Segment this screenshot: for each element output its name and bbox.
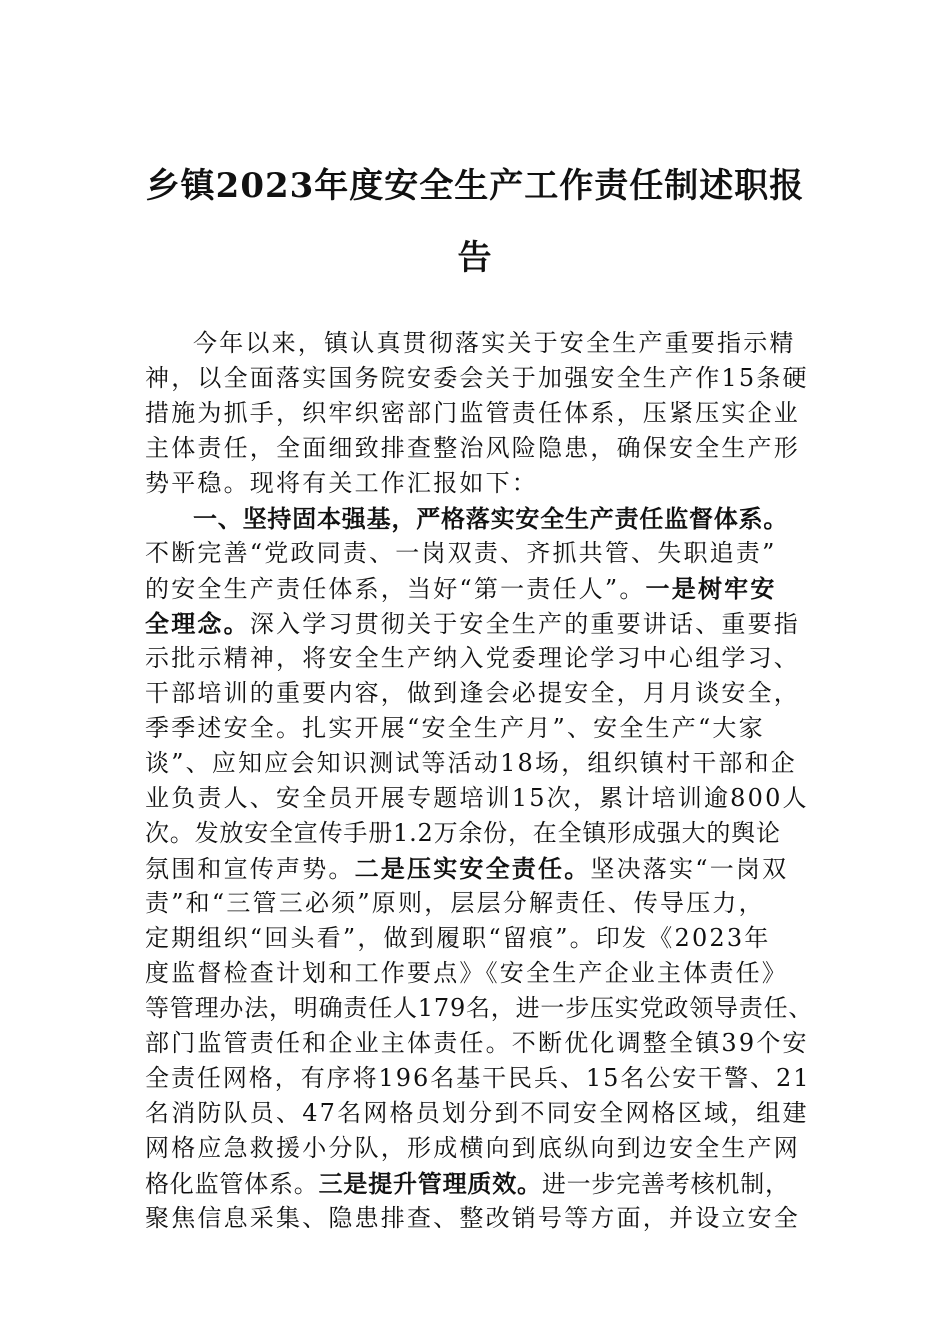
text-line — [145, 816, 815, 851]
text-line — [145, 606, 815, 641]
text-line — [145, 641, 815, 676]
text-run: 名消防队员、47名网格员划分到不同安全网格区域，组建 — [145, 1099, 809, 1127]
text-line — [145, 571, 815, 606]
text-run: 势平稳。现将有关工作汇报如下： — [145, 469, 538, 497]
text-line — [145, 711, 815, 746]
text-line — [145, 1061, 815, 1096]
text-run: 谈”、应知应会知识测试等活动18场，组织镇村干部和企 — [145, 749, 798, 777]
text-line — [145, 921, 815, 956]
text-line — [145, 1096, 815, 1131]
text-run: 网格应急救援小分队，形成横向到底纵向到边安全生产网 — [145, 1134, 800, 1162]
bold-run: 一是树牢安 — [645, 574, 777, 603]
text-run: 今年以来，镇认真贯彻落实关于安全生产重要指示精 — [193, 329, 796, 357]
text-run: 次。发放安全宣传手册1.2万余份，在全镇形成强大的舆论 — [145, 819, 781, 847]
text-line — [145, 991, 815, 1026]
text-run: 措施为抓手，织牢织密部门监管责任体系，压紧压实企业 — [145, 399, 800, 427]
text-line — [145, 851, 815, 886]
text-run: 干部培训的重要内容，做到逢会必提安全，月月谈安全， — [145, 679, 800, 707]
text-run: 不断完善“党政同责、一岗双责、齐抓共管、失职追责” — [145, 539, 777, 567]
bold-run: 三是提升管理质效。 — [318, 1169, 542, 1198]
text-line — [145, 536, 815, 571]
text-line — [145, 466, 815, 501]
text-run: 部门监管责任和企业主体责任。不断优化调整全镇39个安 — [145, 1029, 809, 1057]
text-line — [145, 326, 815, 361]
section-heading — [145, 501, 815, 536]
bold-run: 二是压实安全责任。 — [354, 854, 591, 883]
text-run: 季季述安全。扎实开展“安全生产月”、安全生产“大家 — [145, 714, 765, 742]
text-run: 坚决落实“一岗双 — [590, 855, 789, 883]
document-title — [140, 150, 810, 294]
text-line — [145, 1131, 815, 1166]
text-line — [145, 1026, 815, 1061]
text-run: 主体责任，全面细致排查整治风险隐患，确保安全生产形 — [145, 434, 800, 462]
text-line — [145, 1201, 815, 1236]
text-line — [145, 676, 815, 711]
text-line — [145, 396, 815, 431]
text-run: 氛围和宣传声势。 — [145, 855, 355, 883]
text-run: 责”和“三管三必须”原则，层层分解责任、传导压力， — [145, 889, 765, 917]
text-run: 业负责人、安全员开展专题培训15次，累计培训逾800人 — [145, 784, 809, 812]
text-run: 示批示精神，将安全生产纳入党委理论学习中心组学习、 — [145, 644, 800, 672]
text-run: 的安全生产责任体系，当好“第一责任人”。 — [145, 575, 646, 603]
text-run: 进一步完善考核机制， — [541, 1170, 790, 1198]
text-line — [145, 361, 815, 396]
document-body — [145, 326, 815, 1236]
section-heading-text: 一、坚持固本强基，严格落实安全生产责任监督体系。 — [193, 504, 789, 533]
text-run: 定期组织“回头看”，做到履职“留痕”。印发《2023年 — [145, 924, 771, 952]
text-run: 度监督检查计划和工作要点》《安全生产企业主体责任》 — [145, 959, 788, 987]
title-line-1: 乡镇2023年度安全生产工作责任制述职报 — [145, 166, 805, 206]
text-run: 深入学习贯彻关于安全生产的重要讲话、重要指 — [249, 610, 801, 638]
text-run: 神，以全面落实国务院安委会关于加强安全生产作15条硬 — [145, 364, 809, 392]
bold-run: 全理念。 — [145, 609, 250, 638]
text-line — [145, 431, 815, 466]
text-line — [145, 886, 815, 921]
text-line — [145, 746, 815, 781]
text-line — [145, 956, 815, 991]
text-line — [145, 1166, 815, 1201]
title-line-2: 告 — [457, 238, 493, 278]
text-run: 格化监管体系。 — [145, 1170, 319, 1198]
text-run: 聚焦信息采集、隐患排查、整改销号等方面，并设立安全 — [145, 1204, 800, 1232]
text-line — [145, 781, 815, 816]
text-run: 全责任网格，有序将196名基干民兵、15名公安干警、21 — [145, 1064, 811, 1092]
text-run: 等管理办法，明确责任人179名，进一步压实党政领导责任、 — [145, 994, 814, 1022]
